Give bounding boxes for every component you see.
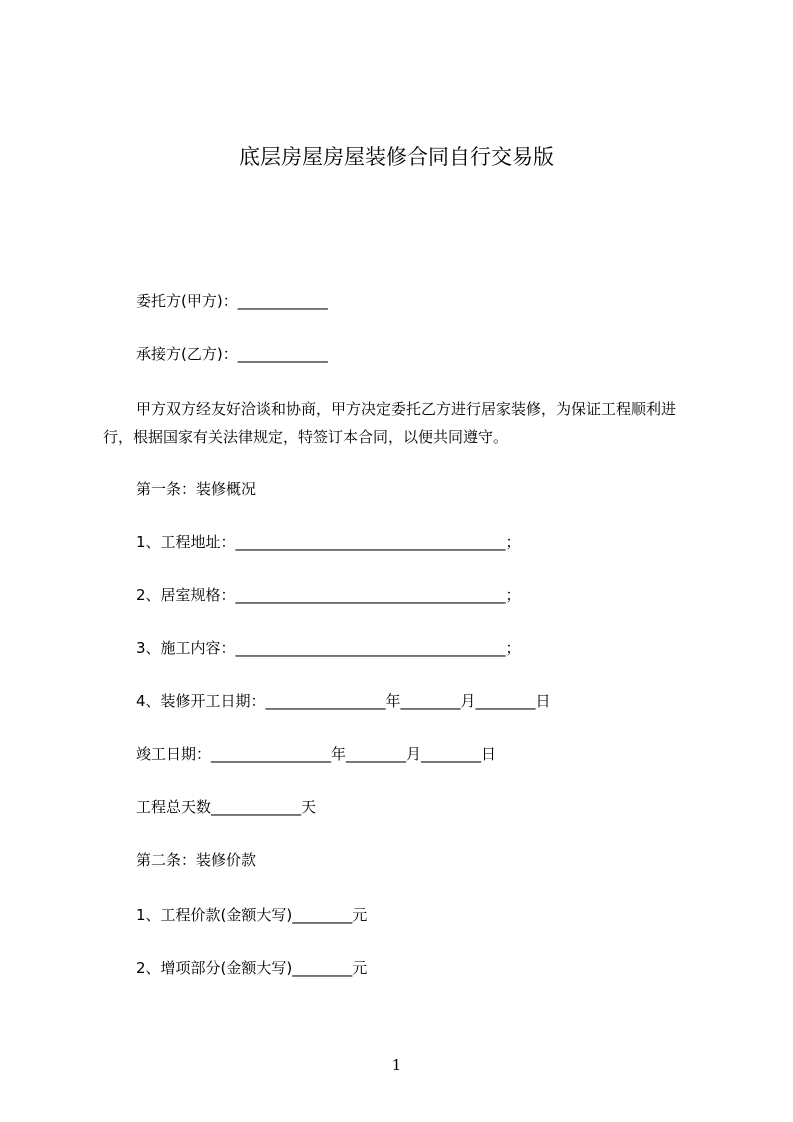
start-date-line: 4、装修开工日期：________________年________月________日 (136, 692, 551, 710)
room-spec-line: 2、居室规格：____________________________________； (136, 586, 521, 604)
construction-content-line: 3、施工内容：____________________________________； (136, 639, 521, 657)
completion-date-line: 竣工日期：________________年________月________日 (136, 745, 497, 763)
party-b-line: 承接方(乙方)：____________ (136, 345, 328, 363)
intro-paragraph (103, 395, 703, 451)
total-days-line: 工程总天数____________天 (136, 798, 317, 816)
extra-items-line: 2、增项部分(金额大写)________元 (136, 959, 368, 977)
intro-text: 甲方双方经友好洽谈和协商，甲方决定委托乙方进行居家装修，为保证工程顺利进行，根据国家有关法律规定，特签订本合同，以便共同遵守。 (103, 400, 677, 446)
page-number: 1 (391, 1056, 402, 1074)
article-2-heading: 第二条：装修价款 (136, 851, 257, 869)
party-a-line: 委托方(甲方)：____________ (136, 292, 328, 310)
project-price-line: 1、工程价款(金额大写)________元 (136, 906, 368, 924)
article-1-heading: 第一条：装修概况 (136, 480, 257, 498)
document-title: 底层房屋房屋装修合同自行交易版 (239, 145, 554, 169)
project-address-line: 1、工程地址：____________________________________； (136, 533, 521, 551)
